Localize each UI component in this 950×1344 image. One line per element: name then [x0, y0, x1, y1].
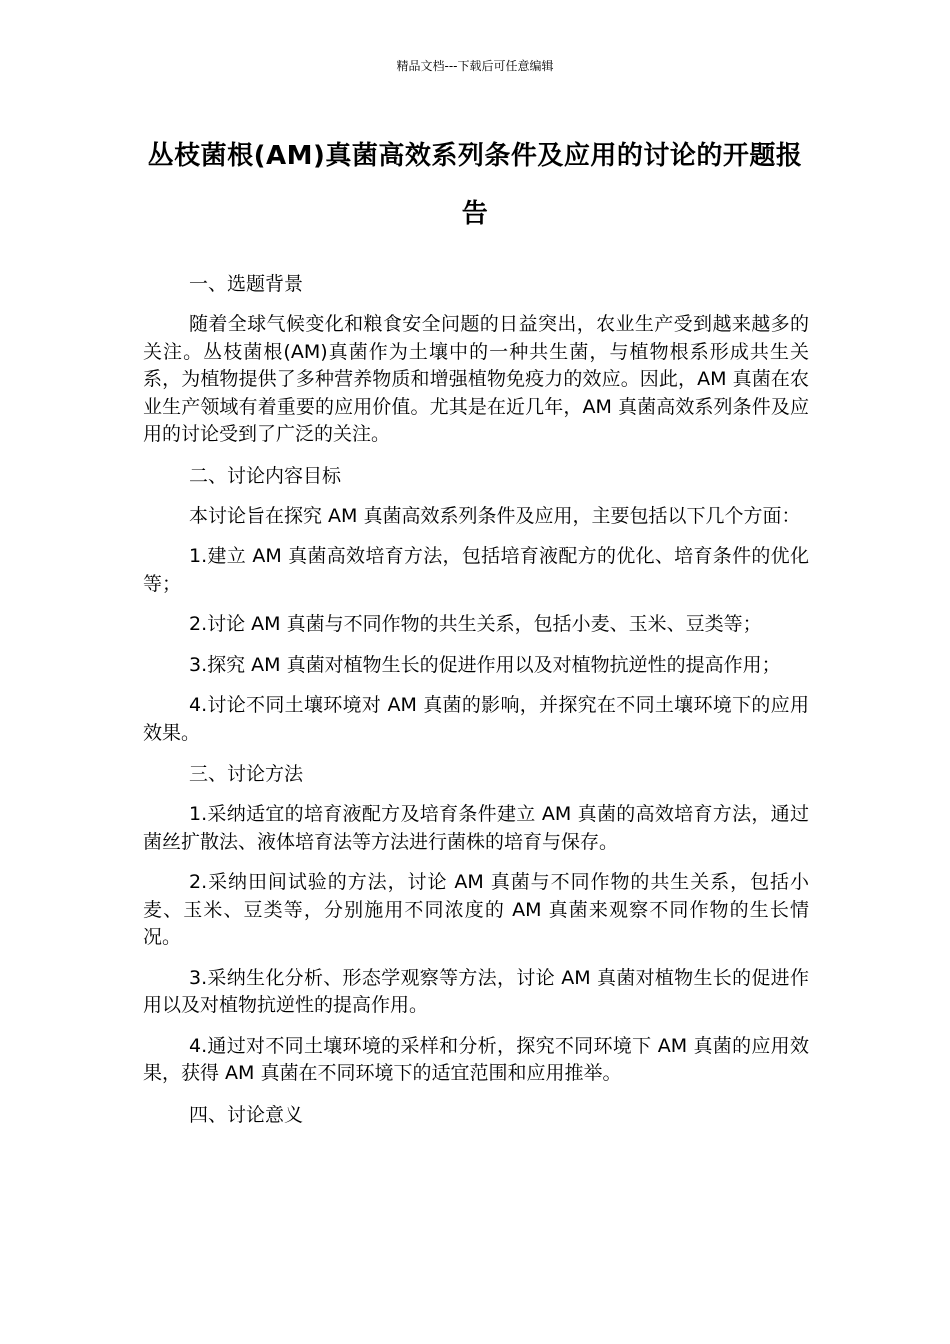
list-item: 2.采纳田间试验的方法，讨论 AM 真菌与不同作物的共生关系，包括小麦、玉米、豆类等，分别施用不同浓度的 AM 真菌来观察不同作物的生长情况。: [143, 871, 809, 948]
list-item: 4.讨论不同土壤环境对 AM 真菌的影响，并探究在不同土壤环境下的应用效果。: [143, 694, 809, 744]
list-item: 2.讨论 AM 真菌与不同作物的共生关系，包括小麦、玉米、豆类等；: [189, 613, 762, 635]
list-item: 3.探究 AM 真菌对植物生长的促进作用以及对植物抗逆性的提高作用；: [189, 653, 781, 676]
section-heading: 三、讨论方法: [189, 763, 304, 785]
paragraph: 本讨论旨在探究 AM 真菌高效系列条件及应用，主要包括以下几个方面：: [189, 504, 801, 527]
list-item: 1.采纳适宜的培育液配方及培育条件建立 AM 真菌的高效培育方法，通过菌丝扩散法、液体培育法等方法进行菌株的培育与保存。: [143, 803, 809, 853]
paragraph: 随着全球气候变化和粮食安全问题的日益突出，农业生产受到越来越多的关注。丛枝菌根(AM)真菌作为土壤中的一种共生菌，与植物根系形成共生关系，为植物提供了多种营养物质和增强植物免疫力的效应。因此，AM 真菌在农业生产领域有着重要的应用价值。尤其是在近几年，AM 真菌高效系列条件及应用的讨论受到了广泛的关注。: [143, 313, 809, 445]
header-note: 精品文档---下载后可任意编辑: [396, 59, 554, 73]
section-heading: 四、讨论意义: [189, 1103, 304, 1126]
document-body: [143, 270, 809, 1142]
list-item: 3.采纳生化分析、形态学观察等方法，讨论 AM 真菌对植物生长的促进作用以及对植物抗逆性的提高作用。: [143, 966, 809, 1016]
list-item: 1.建立 AM 真菌高效培育方法，包括培育液配方的优化、培育条件的优化等；: [143, 545, 809, 595]
section-heading: 二、讨论内容目标: [189, 464, 342, 487]
list-item: 4.通过对不同土壤环境的采样和分析，探究不同环境下 AM 真菌的应用效果，获得 AM 真菌在不同环境下的适宜范围和应用推举。: [143, 1034, 809, 1084]
section-heading: 一、选题背景: [189, 273, 304, 295]
document-title: 丛枝菌根(AM)真菌高效系列条件及应用的讨论的开题报告: [147, 141, 803, 229]
